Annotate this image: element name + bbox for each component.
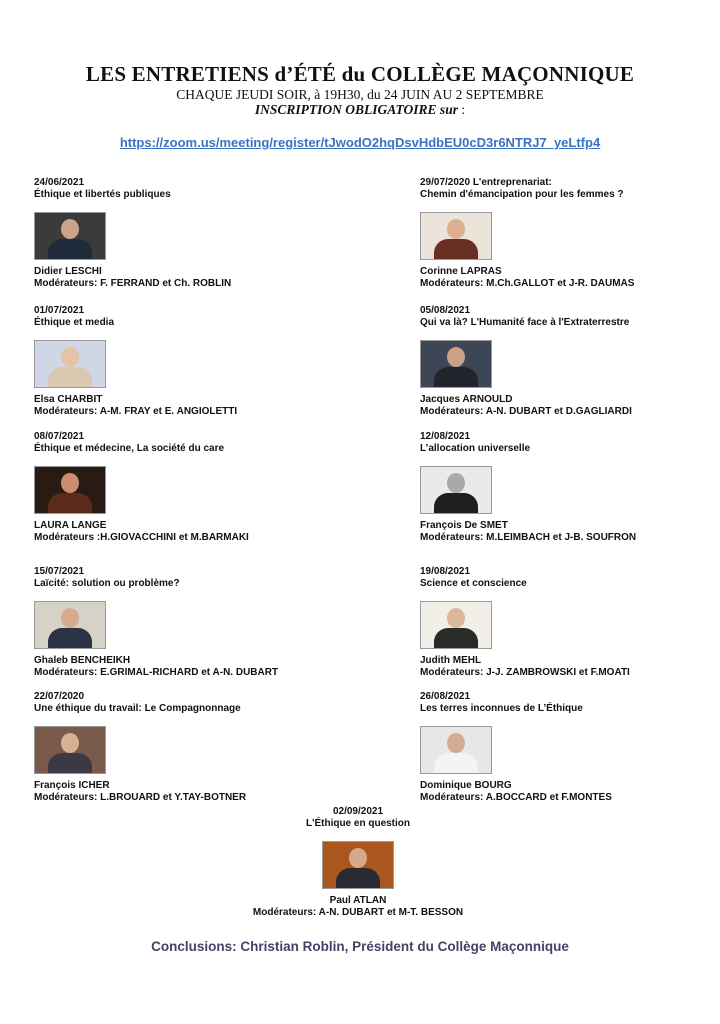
event-card: [420, 305, 632, 418]
photo-body-shape: [434, 753, 478, 774]
inscription-label: INSCRIPTION OBLIGATOIRE sur: [254, 102, 458, 117]
speaker-name: Judith MEHL: [420, 655, 482, 666]
zoom-registration-link[interactable]: https://zoom.us/meeting/register/tJwodO2hqDsvHdbEU0cD3r6NTRJ7_yeLtfp4: [119, 135, 601, 150]
event-card: [420, 177, 634, 290]
speaker-photo: [420, 340, 492, 388]
event-date: 02/09/2021: [332, 806, 384, 817]
event-card: [420, 691, 612, 804]
speaker-name: LAURA LANGE: [34, 520, 107, 531]
event-card: [34, 177, 231, 290]
photo-head-shape: [447, 473, 465, 493]
moderators-line: Modérateurs: A-N. DUBART et M-T. BESSON: [252, 907, 464, 918]
page-title: LES ENTRETIENS d’ÉTÉ du COLLÈGE MAÇONNIQUE: [85, 62, 635, 86]
photo-head-shape: [61, 733, 79, 753]
event-topic: Science et conscience: [420, 578, 527, 589]
event-card: [34, 691, 246, 804]
moderators-line: Modérateurs: A.BOCCARD et F.MONTES: [420, 792, 612, 803]
speaker-photo: [420, 212, 492, 260]
speaker-name: Corinne LAPRAS: [420, 266, 502, 277]
event-date: 29/07/2020 L'entreprenariat:: [420, 177, 552, 188]
event-topic: L’allocation universelle: [420, 443, 531, 454]
moderators-line: Modérateurs: E.GRIMAL-RICHARD et A-N. DUBART: [34, 667, 279, 678]
photo-head-shape: [61, 347, 79, 367]
speaker-name: Dominique BOURG: [420, 780, 512, 791]
event-topic: Éthique et médecine, La société du care: [34, 443, 225, 454]
event-topic: Chemin d'émancipation pour les femmes ?: [420, 189, 624, 200]
photo-head-shape: [61, 219, 79, 239]
event-card: [34, 431, 249, 544]
event-date: 01/07/2021: [34, 305, 85, 316]
photo-head-shape: [61, 473, 79, 493]
event-date: 22/07/2020: [34, 691, 85, 702]
photo-body-shape: [434, 493, 478, 514]
photo-head-shape: [447, 219, 465, 239]
photo-body-shape: [48, 493, 92, 514]
photo-body-shape: [434, 628, 478, 649]
moderators-line: Modérateurs: M.Ch.GALLOT et J-R. DAUMAS: [420, 278, 635, 289]
moderators-line: Modérateurs: M.LEIMBACH et J-B. SOUFRON: [420, 532, 637, 543]
moderators-line: Modérateurs: A-N. DUBART et D.GAGLIARDI: [420, 406, 632, 417]
event-topic: Qui va là? L'Humanité face à l'Extraterrestre: [420, 317, 630, 328]
photo-body-shape: [48, 367, 92, 388]
event-card: [228, 806, 488, 919]
photo-head-shape: [349, 848, 367, 868]
event-topic: Les terres inconnues de L’Éthique: [420, 703, 583, 714]
photo-body-shape: [48, 753, 92, 774]
event-topic: Laïcité: solution ou problème?: [34, 578, 180, 589]
event-card: [34, 566, 278, 679]
moderators-line: Modérateurs: L.BROUARD et Y.TAY-BOTNER: [34, 792, 247, 803]
event-topic: L'Éthique en question: [305, 818, 411, 829]
event-date: 12/08/2021: [420, 431, 471, 442]
event-date: 05/08/2021: [420, 305, 471, 316]
speaker-photo: [420, 466, 492, 514]
photo-body-shape: [336, 868, 380, 889]
photo-head-shape: [447, 733, 465, 753]
moderators-line: Modérateurs: A-M. FRAY et E. ANGIOLETTI: [34, 406, 238, 417]
photo-body-shape: [48, 239, 92, 260]
event-card: [420, 566, 630, 679]
speaker-photo: [420, 601, 492, 649]
event-date: 08/07/2021: [34, 431, 85, 442]
event-topic: Une éthique du travail: Le Compagnonnage: [34, 703, 241, 714]
speaker-name: Jacques ARNOULD: [420, 394, 513, 405]
speaker-name: Paul ATLAN: [329, 895, 387, 906]
event-date: 19/08/2021: [420, 566, 471, 577]
speaker-name: Ghaleb BENCHEIKH: [34, 655, 131, 666]
event-card: [34, 305, 237, 418]
speaker-name: Elsa CHARBIT: [34, 394, 103, 405]
speaker-name: François De SMET: [420, 520, 508, 531]
moderators-line: Modérateurs :H.GIOVACCHINI et M.BARMAKI: [34, 532, 249, 543]
speaker-photo: [34, 212, 106, 260]
photo-body-shape: [434, 239, 478, 260]
speaker-photo: [34, 340, 106, 388]
moderators-line: Modérateurs: F. FERRAND et Ch. ROBLIN: [34, 278, 232, 289]
speaker-name: François ICHER: [34, 780, 110, 791]
schedule-subtitle: CHAQUE JEUDI SOIR, à 19H30, du 24 JUIN AU 2 SEPTEMBRE: [176, 87, 544, 102]
conclusion-text: Conclusions: Christian Roblin, Président du Collège Maçonnique: [151, 939, 569, 954]
speaker-photo: [34, 726, 106, 774]
event-date: 15/07/2021: [34, 566, 85, 577]
photo-body-shape: [48, 628, 92, 649]
speaker-photo: [34, 466, 106, 514]
inscription-line: [0, 102, 720, 118]
photo-head-shape: [447, 347, 465, 367]
photo-head-shape: [61, 608, 79, 628]
event-topic: Éthique et libertés publiques: [34, 189, 171, 200]
moderators-line: Modérateurs: J-J. ZAMBROWSKI et F.MOATI: [420, 667, 630, 678]
speaker-photo: [322, 841, 394, 889]
inscription-suffix: :: [457, 102, 466, 117]
speaker-name: Didier LESCHI: [34, 266, 102, 277]
photo-head-shape: [447, 608, 465, 628]
speaker-photo: [34, 601, 106, 649]
speaker-photo: [420, 726, 492, 774]
event-date: 24/06/2021: [34, 177, 85, 188]
event-card: [420, 431, 636, 544]
event-date: 26/08/2021: [420, 691, 471, 702]
photo-body-shape: [434, 367, 478, 388]
event-topic: Éthique et media: [34, 317, 115, 328]
